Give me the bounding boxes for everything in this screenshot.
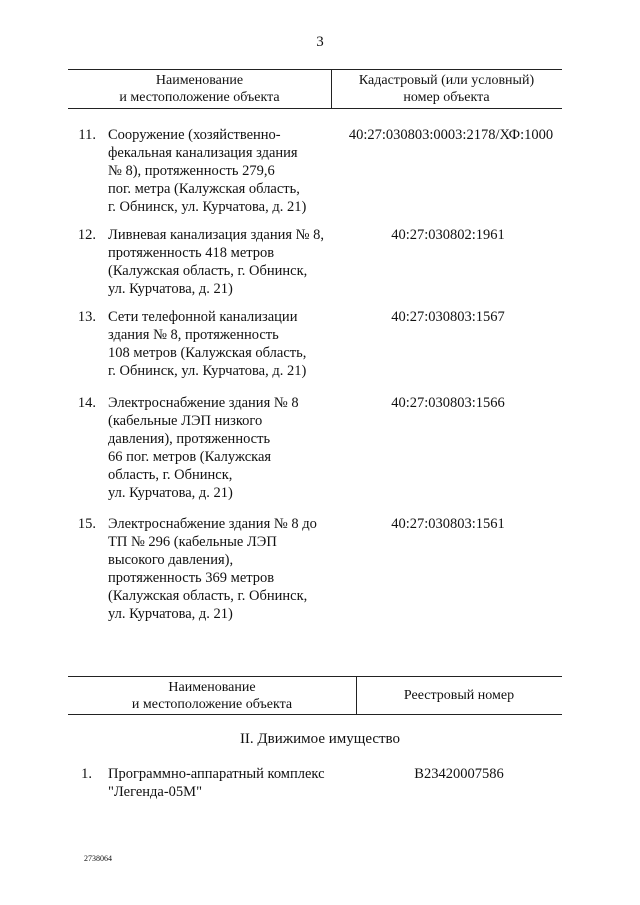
table1-header-top-rule [68, 69, 562, 70]
row-description-line: (Калужская область, г. Обнинск, [108, 588, 308, 604]
table1-header-bottom-rule [68, 108, 562, 109]
table2-header-name-line2: и местоположение объекта [131, 697, 293, 712]
row-number: 15. [77, 516, 96, 532]
row-description-line: (Калужская область, г. Обнинск, [108, 263, 308, 279]
row-description-line: протяженность 369 метров [108, 570, 275, 586]
table1-header-name [68, 72, 331, 106]
row-number: 11. [78, 127, 96, 143]
row-description-line: ул. Курчатова, д. 21) [108, 281, 233, 297]
row-description [108, 394, 348, 502]
table1-header-cad-line1: Кадастровый (или условный) [358, 73, 535, 88]
row-description [108, 126, 348, 216]
row-description-line: ТП № 296 (кабельные ЛЭП [108, 534, 277, 550]
row-description-line: Электроснабжение здания № 8 [108, 395, 299, 411]
table1-header-cad [331, 72, 562, 106]
row-number: 14. [77, 395, 96, 411]
row-description-line: "Легенда-05М" [108, 784, 202, 800]
row-cadastral-number: 40:27:030803:1567 [391, 309, 505, 325]
table2-header-top-rule [68, 676, 562, 677]
row-cadastral-number: 40:27:030803:1561 [391, 516, 505, 532]
row-description [108, 226, 348, 298]
section-title: II. Движимое имущество [239, 731, 401, 747]
row-description-line: г. Обнинск, ул. Курчатова, д. 21) [108, 363, 307, 379]
footer-code: 2738064 [84, 854, 112, 863]
table2-header-reg: Реестровый номер [403, 688, 515, 703]
row-description-line: Программно-аппаратный комплекс [108, 766, 325, 782]
row-description-line: Сооружение (хозяйственно- [108, 127, 281, 143]
row-description-line: Электроснабжение здания № 8 до [108, 516, 317, 532]
table1-header-cad-line2: номер объекта [403, 90, 490, 105]
row-cadastral-number: 40:27:030802:1961 [391, 227, 505, 243]
row-description-line: ул. Курчатова, д. 21) [108, 485, 233, 501]
row-description-line: Сети телефонной канализации [108, 309, 298, 325]
row-description-line: (кабельные ЛЭП низкого [108, 413, 263, 429]
row-description [108, 515, 348, 623]
table2-header-bottom-rule [68, 714, 562, 715]
page-number: 3 [316, 34, 324, 50]
row-number: 1. [81, 766, 92, 782]
row-description-line: давления), протяженность [108, 431, 271, 447]
row-description-line: Ливневая канализация здания № 8, [108, 227, 325, 243]
row-registry-number: В23420007586 [414, 766, 504, 782]
row-description-line: № 8), протяженность 279,6 [108, 163, 275, 179]
row-description-line: 66 пог. метров (Калужская [108, 449, 272, 465]
row-description-line: пог. метра (Калужская область, [108, 181, 300, 197]
row-description-line: здания № 8, протяженность [108, 327, 279, 343]
row-description [108, 765, 368, 801]
row-cadastral-number: 40:27:030803:0003:2178/ХФ:1000 [348, 127, 554, 143]
row-cadastral-number: 40:27:030803:1566 [391, 395, 505, 411]
row-description-line: г. Обнинск, ул. Курчатова, д. 21) [108, 199, 307, 215]
row-description-line: высокого давления), [108, 552, 234, 568]
row-description-line: фекальная канализация здания [108, 145, 298, 161]
row-description-line: протяженность 418 метров [108, 245, 275, 261]
row-description-line: ул. Курчатова, д. 21) [108, 606, 233, 622]
table1-header-name-line2: и местоположение объекта [119, 90, 280, 105]
row-number: 12. [77, 227, 96, 243]
table1-header-name-line1: Наименование [155, 73, 244, 88]
row-description-line: 108 метров (Калужская область, [108, 345, 307, 361]
row-number: 13. [77, 309, 96, 325]
row-description-line: область, г. Обнинск, [108, 467, 233, 483]
row-description [108, 308, 348, 380]
table2-header-name-line1: Наименование [168, 680, 256, 695]
table2-header-name [68, 679, 356, 713]
